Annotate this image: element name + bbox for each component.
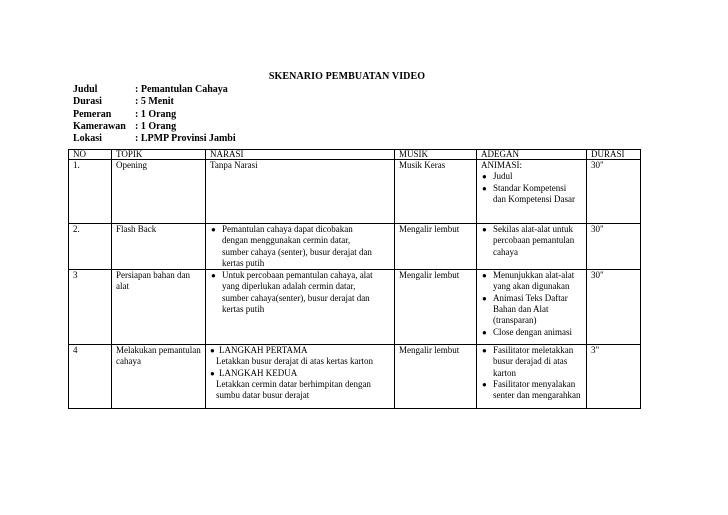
- header-no: NO: [69, 150, 112, 160]
- narasi-line: kertas putih: [222, 304, 265, 315]
- adegan-bullet: ● Close dengan animasi: [481, 327, 583, 338]
- cell-narasi: [206, 345, 395, 409]
- cell-topik: Flash Back: [112, 224, 206, 270]
- meta-lokasi: Lokasi : LPMP Provinsi Jambi: [73, 133, 236, 145]
- header-topik: TOPIK: [112, 150, 206, 160]
- cell-no: 1.: [69, 160, 112, 224]
- adegan-bullet: ● Animasi Teks Daftar: [481, 293, 583, 304]
- cell-adegan: [477, 224, 587, 270]
- adegan-bullet: ● Judul: [481, 171, 583, 182]
- narasi-line: kertas putih: [222, 257, 265, 268]
- adegan-line: cahaya: [493, 246, 518, 257]
- table-row: [69, 270, 641, 345]
- adegan-bullet: ● Menunjukkan alat-alat: [481, 270, 583, 281]
- cell-durasi: 30": [587, 160, 641, 224]
- cell-musik: Musik Keras: [395, 160, 477, 224]
- scenario-table: [68, 149, 641, 409]
- cell-durasi: 3": [587, 345, 641, 409]
- cell-no: 4: [69, 345, 112, 409]
- cell-musik: Mengalir lembut: [395, 224, 477, 270]
- adegan-heading: ANIMASI:: [481, 160, 523, 170]
- header-adegan: ADEGAN: [477, 150, 587, 160]
- cell-topik: Melakukan pemantulan cahaya: [112, 345, 206, 409]
- adegan-line: (transparan): [493, 315, 537, 326]
- adegan-line: dan Kompetensi Dasar: [493, 193, 575, 204]
- cell-no: 2.: [69, 224, 112, 270]
- adegan-line: senter dan mengarahkan: [493, 390, 581, 401]
- cell-no: 3: [69, 270, 112, 345]
- meta-kamerawan: Kamerawan : 1 Orang: [73, 120, 177, 132]
- narasi-line: Letakkan busur derajat di atas kertas karton: [216, 356, 373, 367]
- cell-musik: Mengalir lembut: [395, 270, 477, 345]
- narasi-line: sumber cahaya (senter), busur derajat dan: [222, 246, 372, 257]
- table-row: [69, 345, 641, 409]
- adegan-line: busur derajad di atas: [493, 356, 568, 367]
- narasi-bullet: ● LANGKAH KEDUA: [210, 368, 391, 379]
- narasi-line: sumbu datar busur derajat: [216, 390, 310, 401]
- cell-topik: Opening: [112, 160, 206, 224]
- adegan-bullet: ● Fasilitator meletakkan: [481, 345, 583, 356]
- narasi-bullet: ● LANGKAH PERTAMA: [210, 345, 391, 356]
- cell-narasi: Tanpa Narasi: [206, 160, 395, 224]
- cell-adegan: [477, 345, 587, 409]
- meta-judul: Judul : Pemantulan Cahaya: [73, 84, 228, 95]
- adegan-line: yang akan digunakan: [493, 281, 570, 292]
- meta-pemeran: Pemeran : 1 Orang: [73, 108, 177, 120]
- table-row: [69, 224, 641, 270]
- cell-topik: Persiapan bahan dan alat: [112, 270, 206, 345]
- header-narasi: NARASI: [206, 150, 395, 160]
- narasi-line: yang diperlukan adalah cermin datar,: [222, 281, 356, 292]
- header-musik: MUSIK: [395, 150, 477, 160]
- page-title: SKENARIO PEMBUATAN VIDEO: [268, 71, 426, 82]
- narasi-bullet: ● Pemantulan cahaya dapat dicobakan: [210, 224, 391, 235]
- narasi-line: dengan menggunakan cermin datar,: [222, 235, 351, 246]
- adegan-line: Bahan dan Alat: [493, 304, 549, 315]
- adegan-bullet: ● Sekilas alat-alat untuk: [481, 224, 583, 235]
- cell-musik: Mengalir lembut: [395, 345, 477, 409]
- header-durasi: DURASI: [587, 150, 641, 160]
- adegan-bullet: ● Standar Kompetensi: [481, 183, 583, 194]
- cell-durasi: 30": [587, 270, 641, 345]
- narasi-bullet: ● Untuk percobaan pemantulan cahaya, alat: [210, 270, 391, 281]
- adegan-bullet: ● Fasilitator menyalakan: [481, 379, 583, 390]
- cell-durasi: 30": [587, 224, 641, 270]
- adegan-line: karton: [493, 367, 516, 378]
- narasi-line: Letakkan cermin datar berhimpitan dengan: [216, 379, 371, 390]
- table-row: [69, 160, 641, 224]
- cell-narasi: [206, 270, 395, 345]
- narasi-line: sumber cahaya(senter), busur derajat dan: [222, 292, 370, 303]
- meta-durasi: Durasi : 5 Menit: [73, 96, 174, 108]
- cell-narasi: [206, 224, 395, 270]
- table-header-row: [69, 150, 641, 160]
- cell-adegan: [477, 270, 587, 345]
- cell-adegan: [477, 160, 587, 224]
- adegan-line: percobaan pemantulan: [493, 235, 575, 246]
- video-info: [73, 84, 236, 145]
